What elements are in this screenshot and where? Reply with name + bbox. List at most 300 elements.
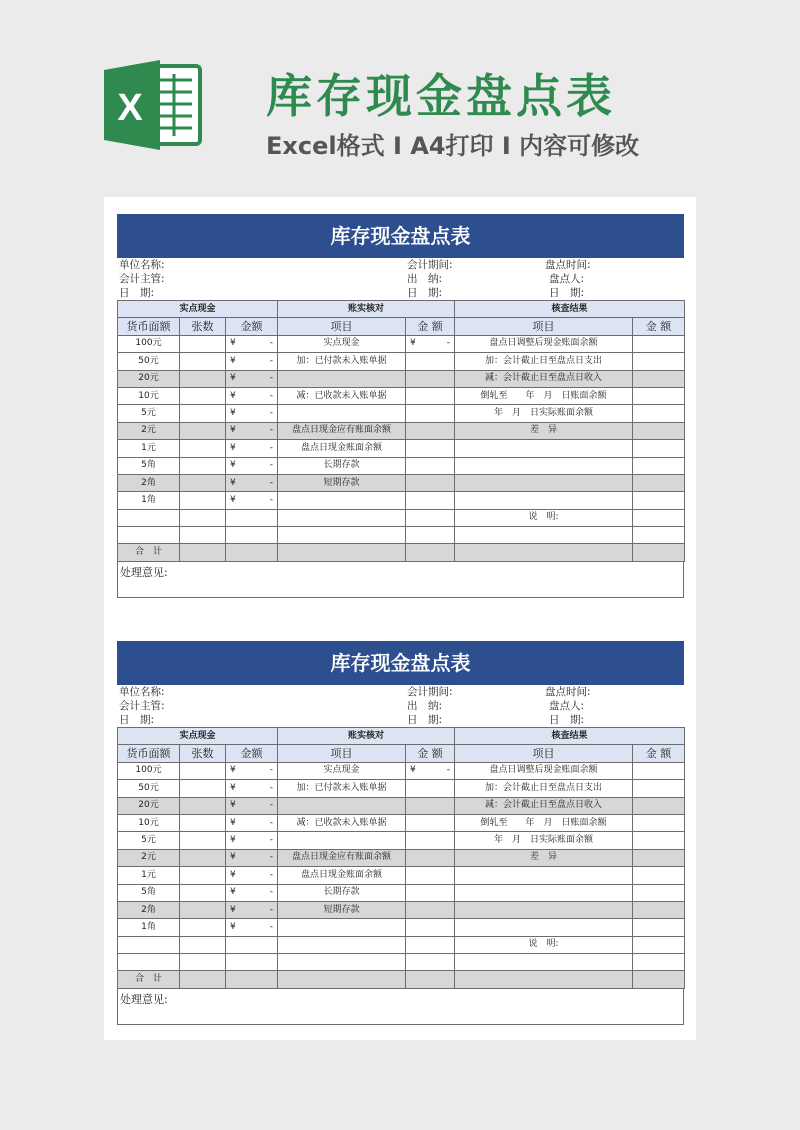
result-item-cell[interactable]: 减：会计截止日至盘点日收入 [455, 797, 633, 814]
result-item-cell[interactable] [455, 492, 633, 509]
currency-symbol: ¥ [230, 869, 236, 880]
currency-symbol: ¥ [230, 477, 236, 488]
result-item-cell[interactable]: 说 明: [455, 509, 633, 526]
amount-value: - [269, 477, 273, 488]
table-row [118, 544, 685, 561]
group-header: 账实核对 [278, 728, 455, 745]
cashier-label: 出 纳: [407, 273, 443, 285]
column-header: 货币面额 [118, 745, 180, 762]
amount-value: - [269, 869, 273, 880]
amount-value: - [269, 442, 273, 453]
reconcile-item-cell[interactable]: 减：已收款未入账单据 [278, 814, 406, 831]
amount-cell[interactable] [226, 527, 278, 544]
reconcile-item-cell[interactable]: 短期存款 [278, 901, 406, 918]
amount-cell[interactable] [226, 919, 278, 936]
table-row [118, 457, 685, 474]
reconcile-amount-cell[interactable] [406, 353, 455, 370]
page-subtitle: Excel格式 Ⅰ A4打印 Ⅰ 内容可修改 [266, 132, 640, 160]
cash-count-sheet-1 [117, 214, 684, 598]
amount-value: - [446, 765, 451, 776]
currency-symbol: ¥ [410, 765, 416, 776]
cashier-label: 出 纳: [407, 700, 443, 712]
result-item-cell[interactable] [455, 440, 633, 457]
currency-symbol: ¥ [230, 425, 236, 436]
date-label-2: 日 期: [407, 287, 443, 299]
amount-value: - [269, 425, 273, 436]
reconcile-item-cell[interactable] [278, 832, 406, 849]
count-cell[interactable] [180, 474, 226, 491]
result-item-cell[interactable] [455, 901, 633, 918]
amount-cell[interactable] [226, 509, 278, 526]
count-cell[interactable] [180, 527, 226, 544]
amount-cell[interactable] [226, 971, 278, 988]
count-cell[interactable] [180, 971, 226, 988]
reconcile-amount-cell[interactable] [406, 544, 455, 561]
group-header-row [118, 728, 685, 745]
result-item-cell[interactable]: 差 异 [455, 422, 633, 439]
reconcile-item-cell[interactable]: 实点现金 [278, 762, 406, 779]
denomination-cell[interactable]: 1元 [118, 440, 180, 457]
denomination-cell[interactable]: 50元 [118, 353, 180, 370]
reconcile-item-cell[interactable]: 减：已收款未入账单据 [278, 387, 406, 404]
cash-count-table [117, 300, 685, 562]
amount-value: - [269, 921, 273, 932]
reconcile-amount-cell[interactable] [406, 849, 455, 866]
reconcile-amount-cell[interactable] [406, 509, 455, 526]
column-header: 货币面额 [118, 318, 180, 335]
reconcile-item-cell[interactable]: 实点现金 [278, 335, 406, 352]
remark-box[interactable] [117, 562, 684, 598]
table-row [118, 492, 685, 509]
result-item-cell[interactable]: 倒轧至 年 月 日账面余额 [455, 814, 633, 831]
reconcile-amount-cell[interactable] [406, 440, 455, 457]
count-cell[interactable] [180, 405, 226, 422]
amount-cell[interactable] [226, 954, 278, 971]
column-header: 金 额 [406, 745, 455, 762]
reconcile-amount-cell[interactable] [406, 832, 455, 849]
column-header: 金 额 [633, 745, 685, 762]
reconcile-amount-cell[interactable] [406, 936, 455, 953]
table-row [118, 867, 685, 884]
result-item-cell[interactable]: 差 异 [455, 849, 633, 866]
result-item-cell[interactable]: 年 月 日实际账面余额 [455, 405, 633, 422]
result-amount-cell[interactable] [633, 797, 685, 814]
amount-cell[interactable] [226, 544, 278, 561]
result-amount-cell[interactable] [633, 832, 685, 849]
amount-value: - [269, 765, 273, 776]
currency-symbol: ¥ [230, 442, 236, 453]
denomination-cell[interactable]: 5角 [118, 884, 180, 901]
table-row [118, 884, 685, 901]
result-amount-cell[interactable] [633, 440, 685, 457]
column-header: 张数 [180, 318, 226, 335]
amount-cell[interactable] [226, 440, 278, 457]
result-item-cell[interactable]: 减：会计截止日至盘点日收入 [455, 370, 633, 387]
column-header-row [118, 318, 685, 335]
currency-symbol: ¥ [230, 921, 236, 932]
reconcile-item-cell[interactable]: 长期存款 [278, 457, 406, 474]
currency-symbol: ¥ [230, 852, 236, 863]
denomination-cell[interactable]: 5角 [118, 457, 180, 474]
group-header: 账实核对 [278, 301, 455, 318]
reconcile-item-cell[interactable] [278, 797, 406, 814]
count-cell[interactable] [180, 440, 226, 457]
denomination-cell[interactable]: 2角 [118, 901, 180, 918]
group-header: 实点现金 [118, 301, 278, 318]
reconcile-amount-cell[interactable] [406, 867, 455, 884]
reconcile-amount-cell[interactable] [406, 457, 455, 474]
table-row [118, 832, 685, 849]
amount-value: - [269, 460, 273, 471]
result-item-cell[interactable]: 加：会计截止日至盘点日支出 [455, 780, 633, 797]
result-amount-cell[interactable] [633, 492, 685, 509]
amount-value: - [269, 887, 273, 898]
reconcile-item-cell[interactable]: 盘点日现金应有账面余额 [278, 849, 406, 866]
currency-symbol: ¥ [230, 373, 236, 384]
unit-label: 单位名称: [119, 686, 165, 698]
amount-cell[interactable] [226, 797, 278, 814]
result-amount-cell[interactable] [633, 353, 685, 370]
result-amount-cell[interactable] [633, 901, 685, 918]
result-amount-cell[interactable] [633, 919, 685, 936]
table-row [118, 901, 685, 918]
denomination-cell[interactable]: 50元 [118, 780, 180, 797]
reconcile-item-cell[interactable] [278, 919, 406, 936]
denomination-cell[interactable]: 20元 [118, 797, 180, 814]
date-label-3: 日 期: [549, 287, 585, 299]
column-header: 张数 [180, 745, 226, 762]
reconcile-amount-cell[interactable] [406, 422, 455, 439]
reconcile-amount-cell[interactable] [406, 405, 455, 422]
denomination-cell[interactable]: 1角 [118, 492, 180, 509]
count-cell[interactable] [180, 509, 226, 526]
reconcile-amount-cell[interactable] [406, 954, 455, 971]
currency-symbol: ¥ [230, 887, 236, 898]
group-header: 实点现金 [118, 728, 278, 745]
reconcile-amount-cell[interactable] [406, 971, 455, 988]
date-label-3: 日 期: [549, 714, 585, 726]
result-item-cell[interactable] [455, 544, 633, 561]
table-row [118, 936, 685, 953]
amount-cell[interactable] [226, 474, 278, 491]
denomination-cell[interactable]: 100元 [118, 762, 180, 779]
reconcile-item-cell[interactable] [278, 492, 406, 509]
amount-value: - [269, 800, 273, 811]
reconcile-amount-cell[interactable] [406, 492, 455, 509]
result-amount-cell[interactable] [633, 370, 685, 387]
denomination-cell[interactable]: 合 计 [118, 971, 180, 988]
result-amount-cell[interactable] [633, 387, 685, 404]
result-amount-cell[interactable] [633, 814, 685, 831]
column-header: 金额 [226, 745, 278, 762]
table-row [118, 387, 685, 404]
amount-value: - [269, 835, 273, 846]
result-amount-cell[interactable] [633, 474, 685, 491]
amount-value: - [269, 355, 273, 366]
amount-cell[interactable] [226, 353, 278, 370]
denomination-cell[interactable]: 1元 [118, 867, 180, 884]
amount-value: - [269, 817, 273, 828]
reconcile-amount-cell[interactable] [406, 762, 455, 779]
result-item-cell[interactable]: 倒轧至 年 月 日账面余额 [455, 387, 633, 404]
checker-label: 盘点人: [549, 273, 585, 285]
denomination-cell[interactable]: 10元 [118, 814, 180, 831]
amount-value: - [269, 338, 273, 349]
amount-cell[interactable] [226, 780, 278, 797]
table-row [118, 509, 685, 526]
table-row [118, 954, 685, 971]
reconcile-item-cell[interactable] [278, 971, 406, 988]
supervisor-label: 会计主管: [119, 273, 165, 285]
amount-cell[interactable] [226, 370, 278, 387]
reconcile-item-cell[interactable] [278, 954, 406, 971]
result-item-cell[interactable]: 盘点日调整后现金账面余额 [455, 335, 633, 352]
count-cell[interactable] [180, 762, 226, 779]
count-cell[interactable] [180, 867, 226, 884]
result-amount-cell[interactable] [633, 762, 685, 779]
denomination-cell[interactable]: 5元 [118, 405, 180, 422]
table-row [118, 849, 685, 866]
count-cell[interactable] [180, 832, 226, 849]
table-row [118, 762, 685, 779]
reconcile-item-cell[interactable] [278, 509, 406, 526]
amount-cell[interactable] [226, 457, 278, 474]
amount-cell[interactable] [226, 936, 278, 953]
column-header: 项目 [455, 745, 633, 762]
reconcile-item-cell[interactable] [278, 527, 406, 544]
result-amount-cell[interactable] [633, 867, 685, 884]
table-row [118, 353, 685, 370]
denomination-cell[interactable]: 合 计 [118, 544, 180, 561]
count-cell[interactable] [180, 814, 226, 831]
result-amount-cell[interactable] [633, 954, 685, 971]
period-label: 会计期间: [407, 686, 453, 698]
result-amount-cell[interactable] [633, 849, 685, 866]
reconcile-item-cell[interactable] [278, 936, 406, 953]
currency-symbol: ¥ [230, 494, 236, 505]
period-label: 会计期间: [407, 259, 453, 271]
reconcile-item-cell[interactable]: 盘点日现金应有账面余额 [278, 422, 406, 439]
result-item-cell[interactable] [455, 457, 633, 474]
table-row [118, 370, 685, 387]
reconcile-item-cell[interactable]: 加：已付款未入账单据 [278, 780, 406, 797]
cash-count-table [117, 727, 685, 989]
date-label: 日 期: [119, 714, 155, 726]
amount-cell[interactable] [226, 405, 278, 422]
currency-symbol: ¥ [230, 835, 236, 846]
result-item-cell[interactable] [455, 867, 633, 884]
amount-cell[interactable] [226, 492, 278, 509]
count-cell[interactable] [180, 954, 226, 971]
sheet-info [117, 258, 684, 300]
currency-symbol: ¥ [230, 800, 236, 811]
table-row [118, 814, 685, 831]
reconcile-item-cell[interactable] [278, 544, 406, 561]
column-header: 金 额 [633, 318, 685, 335]
currency-symbol: ¥ [230, 390, 236, 401]
denomination-cell[interactable]: 1角 [118, 919, 180, 936]
table-row [118, 422, 685, 439]
count-cell[interactable] [180, 901, 226, 918]
result-amount-cell[interactable] [633, 509, 685, 526]
amount-cell[interactable] [226, 849, 278, 866]
remark-label: 处理意见: [120, 992, 168, 1006]
count-cell[interactable] [180, 544, 226, 561]
denomination-cell[interactable]: 2元 [118, 422, 180, 439]
result-amount-cell[interactable] [633, 544, 685, 561]
denomination-cell[interactable]: 20元 [118, 370, 180, 387]
result-item-cell[interactable]: 盘点日调整后现金账面余额 [455, 762, 633, 779]
count-cell[interactable] [180, 457, 226, 474]
sheet-title: 库存现金盘点表 [117, 214, 684, 258]
amount-cell[interactable] [226, 387, 278, 404]
unit-label: 单位名称: [119, 259, 165, 271]
currency-symbol: ¥ [230, 408, 236, 419]
column-header: 项目 [455, 318, 633, 335]
count-cell[interactable] [180, 849, 226, 866]
column-header: 项目 [278, 745, 406, 762]
currency-symbol: ¥ [230, 904, 236, 915]
remark-label: 处理意见: [120, 565, 168, 579]
amount-value: - [269, 408, 273, 419]
amount-cell[interactable] [226, 884, 278, 901]
denomination-cell[interactable]: 2角 [118, 474, 180, 491]
reconcile-amount-cell[interactable] [406, 387, 455, 404]
group-header: 核查结果 [455, 728, 685, 745]
count-cell[interactable] [180, 335, 226, 352]
check-time-label: 盘点时间: [545, 686, 591, 698]
checker-label: 盘点人: [549, 700, 585, 712]
reconcile-amount-cell[interactable] [406, 814, 455, 831]
reconcile-item-cell[interactable]: 盘点日现金账面余额 [278, 440, 406, 457]
count-cell[interactable] [180, 780, 226, 797]
sheet-info [117, 685, 684, 727]
reconcile-amount-cell[interactable] [406, 527, 455, 544]
reconcile-amount-cell[interactable] [406, 797, 455, 814]
reconcile-item-cell[interactable]: 加：已付款未入账单据 [278, 353, 406, 370]
currency-symbol: ¥ [230, 782, 236, 793]
date-label: 日 期: [119, 287, 155, 299]
table-row [118, 335, 685, 352]
currency-symbol: ¥ [410, 338, 416, 349]
remark-box[interactable] [117, 989, 684, 1025]
reconcile-amount-cell[interactable] [406, 370, 455, 387]
denomination-cell[interactable]: 10元 [118, 387, 180, 404]
amount-cell[interactable] [226, 901, 278, 918]
count-cell[interactable] [180, 387, 226, 404]
count-cell[interactable] [180, 353, 226, 370]
currency-symbol: ¥ [230, 765, 236, 776]
reconcile-amount-cell[interactable] [406, 780, 455, 797]
page-title: 库存现金盘点表 [266, 69, 616, 123]
reconcile-amount-cell[interactable] [406, 474, 455, 491]
count-cell[interactable] [180, 492, 226, 509]
denomination-cell[interactable]: 100元 [118, 335, 180, 352]
result-item-cell[interactable] [455, 527, 633, 544]
date-label-2: 日 期: [407, 714, 443, 726]
group-header-row [118, 301, 685, 318]
logo-letter: X [117, 87, 143, 129]
reconcile-amount-cell[interactable] [406, 884, 455, 901]
result-item-cell[interactable] [455, 474, 633, 491]
count-cell[interactable] [180, 370, 226, 387]
amount-cell[interactable] [226, 867, 278, 884]
result-amount-cell[interactable] [633, 884, 685, 901]
reconcile-amount-cell[interactable] [406, 919, 455, 936]
denomination-cell[interactable] [118, 527, 180, 544]
result-item-cell[interactable] [455, 884, 633, 901]
count-cell[interactable] [180, 884, 226, 901]
table-row [118, 797, 685, 814]
result-amount-cell[interactable] [633, 422, 685, 439]
result-item-cell[interactable] [455, 954, 633, 971]
amount-cell[interactable] [226, 422, 278, 439]
group-header: 核查结果 [455, 301, 685, 318]
result-amount-cell[interactable] [633, 405, 685, 422]
result-item-cell[interactable]: 说 明: [455, 936, 633, 953]
reconcile-amount-cell[interactable] [406, 901, 455, 918]
amount-cell[interactable] [226, 762, 278, 779]
count-cell[interactable] [180, 422, 226, 439]
table-row [118, 527, 685, 544]
reconcile-item-cell[interactable]: 盘点日现金账面余额 [278, 867, 406, 884]
reconcile-item-cell[interactable]: 长期存款 [278, 884, 406, 901]
table-row [118, 919, 685, 936]
amount-cell[interactable] [226, 335, 278, 352]
currency-symbol: ¥ [230, 338, 236, 349]
table-row [118, 405, 685, 422]
result-amount-cell[interactable] [633, 780, 685, 797]
denomination-cell[interactable] [118, 936, 180, 953]
result-item-cell[interactable]: 加：会计截止日至盘点日支出 [455, 353, 633, 370]
result-amount-cell[interactable] [633, 335, 685, 352]
amount-value: - [269, 390, 273, 401]
table-row [118, 971, 685, 988]
result-amount-cell[interactable] [633, 527, 685, 544]
supervisor-label: 会计主管: [119, 700, 165, 712]
denomination-cell[interactable]: 2元 [118, 849, 180, 866]
reconcile-item-cell[interactable] [278, 370, 406, 387]
currency-symbol: ¥ [230, 355, 236, 366]
amount-value: - [269, 494, 273, 505]
reconcile-item-cell[interactable]: 短期存款 [278, 474, 406, 491]
column-header: 项目 [278, 318, 406, 335]
result-item-cell[interactable] [455, 919, 633, 936]
column-header: 金 额 [406, 318, 455, 335]
reconcile-item-cell[interactable] [278, 405, 406, 422]
count-cell[interactable] [180, 797, 226, 814]
amount-value: - [446, 338, 451, 349]
result-amount-cell[interactable] [633, 971, 685, 988]
cash-count-sheet-2 [117, 641, 684, 1025]
amount-cell[interactable] [226, 814, 278, 831]
result-item-cell[interactable] [455, 971, 633, 988]
denomination-cell[interactable]: 5元 [118, 832, 180, 849]
amount-cell[interactable] [226, 832, 278, 849]
result-item-cell[interactable]: 年 月 日实际账面余额 [455, 832, 633, 849]
denomination-cell[interactable] [118, 954, 180, 971]
reconcile-amount-cell[interactable] [406, 335, 455, 352]
count-cell[interactable] [180, 919, 226, 936]
result-amount-cell[interactable] [633, 936, 685, 953]
table-row [118, 440, 685, 457]
result-amount-cell[interactable] [633, 457, 685, 474]
denomination-cell[interactable] [118, 509, 180, 526]
currency-symbol: ¥ [230, 460, 236, 471]
table-row [118, 474, 685, 491]
amount-value: - [269, 373, 273, 384]
count-cell[interactable] [180, 936, 226, 953]
